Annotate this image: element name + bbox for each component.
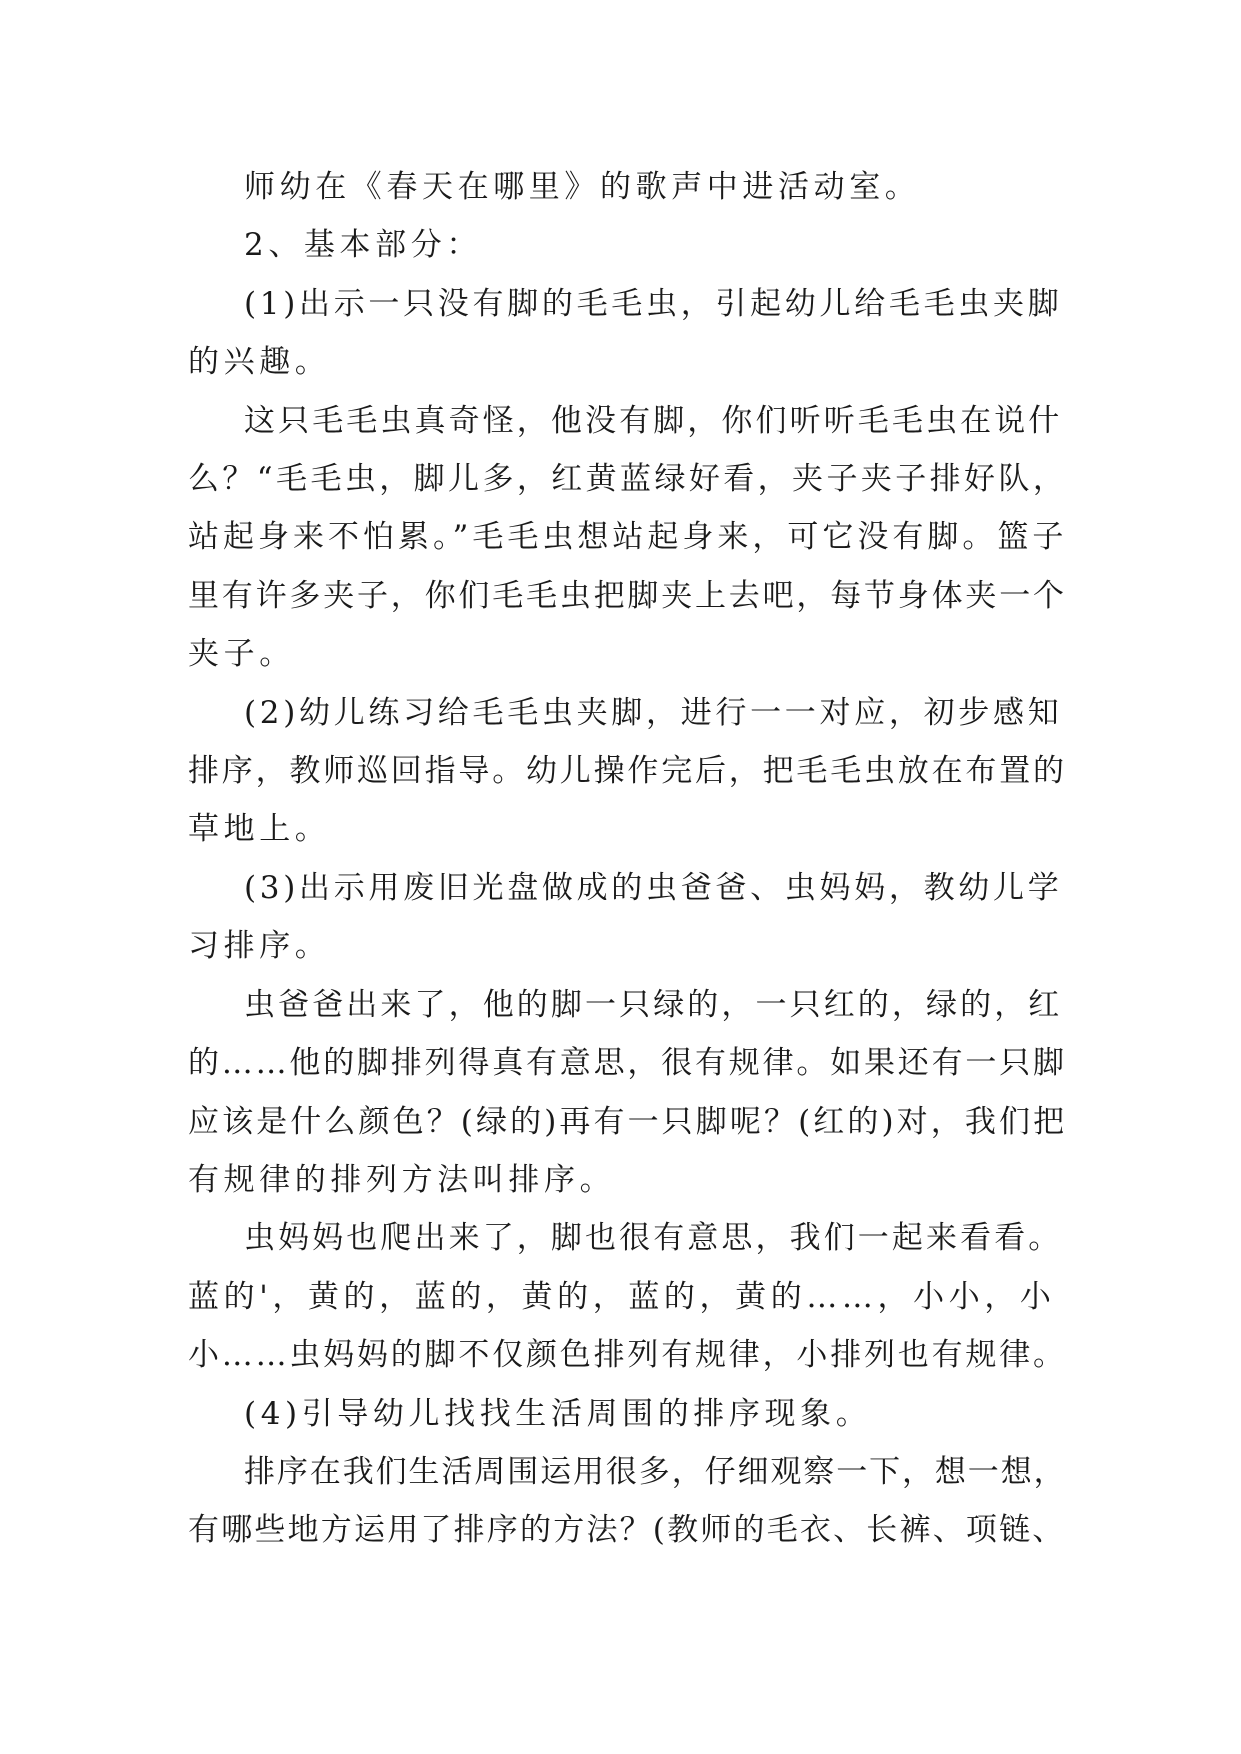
text-line: 有哪些地方运用了排序的方法？(教师的毛衣、长裤、项链、: [188, 1512, 1066, 1549]
text-line: 站起身来不怕累。”毛毛虫想站起身来，可它没有脚。篮子: [188, 519, 1068, 556]
text-line: 虫妈妈也爬出来了，脚也很有意思，我们一起来看看。: [244, 1220, 1063, 1257]
text-line: 的……他的脚排列得真有意思，很有规律。如果还有一只脚: [188, 1045, 1067, 1082]
text-line: 习排序。: [188, 928, 331, 965]
text-line: 有规律的排列方法叫排序。: [188, 1161, 616, 1198]
text-line: 里有许多夹子，你们毛毛虫把脚夹上去吧，每节身体夹一个: [188, 577, 1067, 614]
text-line: 这只毛毛虫真奇怪，他没有脚，你们听听毛毛虫在说什: [244, 402, 1063, 439]
paragraph: [188, 859, 1068, 976]
text-line: 小……虫妈妈的脚不仅颜色排列有规律，小排列也有规律。: [188, 1337, 1067, 1374]
text-line: 排序在我们生活周围运用很多，仔细观察一下，想一想，: [244, 1453, 1067, 1490]
paragraph: [188, 392, 1068, 684]
paragraph: [188, 216, 1068, 274]
text-line: 蓝的'，黄的，蓝的，黄的，蓝的，黄的……，小小，小: [188, 1278, 1056, 1315]
text-line: 么？“毛毛虫，脚儿多，红黄蓝绿好看，夹子夹子排好队，: [188, 461, 1068, 498]
paragraph: [188, 976, 1068, 1210]
text-line: (2)幼儿练习给毛毛虫夹脚，进行一一对应，初步感知: [244, 694, 1063, 731]
paragraph: [188, 1443, 1068, 1560]
paragraph: [188, 684, 1068, 859]
text-line: 虫爸爸出来了，他的脚一只绿的，一只红的，绿的，红: [244, 986, 1063, 1023]
text-line: 2、基本部分：: [244, 227, 482, 264]
paragraph: [188, 1385, 1068, 1443]
text-line: (4)引导幼儿找找生活周围的排序现象。: [244, 1395, 872, 1432]
text-line: 排序，教师巡回指导。幼儿操作完后，把毛毛虫放在布置的: [188, 753, 1067, 790]
text-line: (1)出示一只没有脚的毛毛虫，引起幼儿给毛毛虫夹脚: [244, 285, 1063, 322]
text-line: 夹子。: [188, 636, 295, 673]
text-line: 应该是什么颜色？(绿的)再有一只脚呢？(红的)对，我们把: [188, 1103, 1068, 1140]
paragraph: [188, 1209, 1068, 1384]
text-line: 草地上。: [188, 811, 331, 848]
text-line: 师幼在《春天在哪里》的歌声中进活动室。: [244, 169, 921, 205]
text-line: 的兴趣。: [188, 344, 331, 381]
paragraph: [188, 275, 1068, 392]
paragraph: [188, 158, 1068, 216]
document-body: [188, 158, 1068, 1560]
text-line: (3)出示用废旧光盘做成的虫爸爸、虫妈妈，教幼儿学: [244, 869, 1063, 906]
